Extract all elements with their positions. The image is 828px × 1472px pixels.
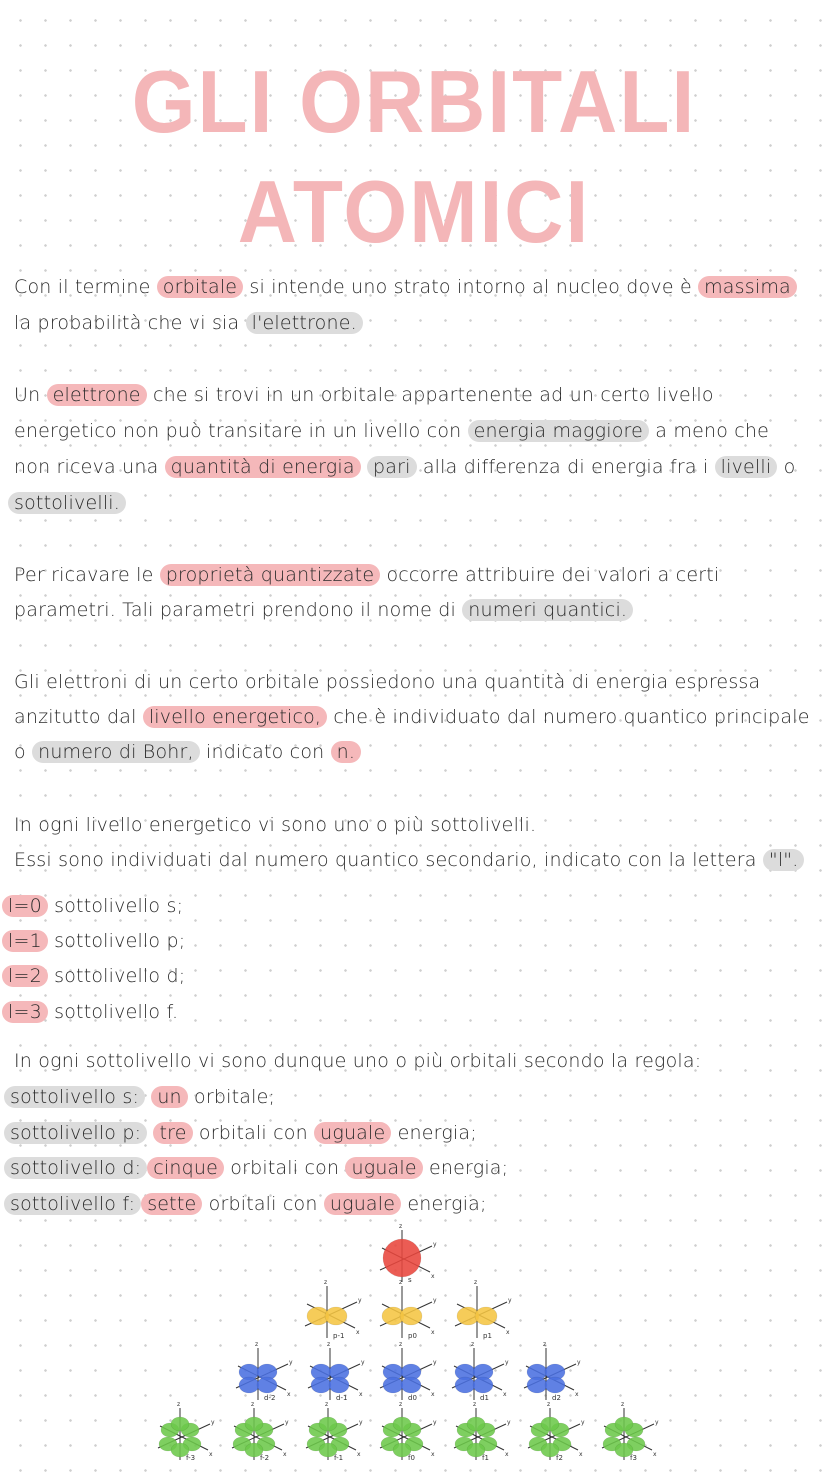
axis-z-label: z xyxy=(327,1341,331,1348)
orbital-label: f1 xyxy=(482,1454,489,1462)
d-orbital-lobe xyxy=(383,1377,403,1393)
rule-item-s: sottolivello s: un orbitale; xyxy=(4,1086,275,1108)
axis-y-label: y xyxy=(433,1359,437,1366)
rule-item-p: sottolivello p: tre orbitali con uguale energia; xyxy=(4,1122,477,1144)
highlight-elettrone-2: elettrone xyxy=(47,384,147,406)
axis-y-label: y xyxy=(285,1419,289,1426)
axis-y-label: y xyxy=(289,1359,293,1366)
sublevel-f: l=3 sottolivello f. xyxy=(2,1001,178,1023)
highlight-l: "l". xyxy=(763,849,805,871)
p-orbital-lobe xyxy=(475,1307,497,1325)
highlight-numeri-quantici: numeri quantici. xyxy=(462,599,633,621)
d-orbital-lobe xyxy=(527,1377,547,1393)
axis-z-label: z xyxy=(543,1341,547,1348)
sublevel-p: l=1 sottolivello p; xyxy=(2,930,185,952)
p-orbital-lobe xyxy=(325,1307,347,1325)
orbital-label: p1 xyxy=(483,1332,492,1340)
orbital-f0 xyxy=(380,1401,437,1462)
axis-y-label: y xyxy=(211,1419,215,1426)
rule-count-s: un xyxy=(151,1086,187,1108)
orbital-f3 xyxy=(602,1401,659,1462)
highlight-elettrone: l'elettrone. xyxy=(246,312,363,334)
axis-x-label: x xyxy=(431,1273,435,1280)
axis-z-label: z xyxy=(399,1401,403,1408)
orbital-label: s xyxy=(408,1276,412,1284)
axis-y-label: y xyxy=(508,1297,512,1304)
p4-line-3: o numero di Bohr, indicato con n. xyxy=(14,741,361,763)
orbital-label: d-1 xyxy=(336,1394,348,1402)
rule-item-f: sottolivello f: sette orbitali con uguale energia; xyxy=(4,1193,487,1215)
orbital-label: f-2 xyxy=(260,1454,270,1462)
highlight-sottolivelli: sottolivelli. xyxy=(8,492,126,514)
axis-x-label: x xyxy=(575,1391,579,1398)
axis-x-label: x xyxy=(503,1391,507,1398)
orbital-label: d1 xyxy=(480,1394,489,1402)
p3-line-1: Per ricavare le proprietà quantizzate occorre attribuire dei valori a certi xyxy=(14,564,720,586)
code-l1: l=1 xyxy=(2,930,48,952)
axis-z-label: z xyxy=(473,1401,477,1408)
orbital-label: d-2 xyxy=(264,1394,276,1402)
p4-line-1: Gli elettroni di un certo orbitale possiedono una quantità di energia espressa xyxy=(14,671,761,693)
axis-y-label: y xyxy=(358,1297,362,1304)
rule-intro: In ogni sottolivello vi sono dunque uno o più orbitali secondo la regola: xyxy=(14,1050,702,1072)
p5-line-1: In ogni livello energetico vi sono uno o più sottolivelli. xyxy=(14,814,537,836)
highlight-massima: massima xyxy=(698,276,797,298)
axis-x-label: x xyxy=(287,1391,291,1398)
axis-y-label: y xyxy=(433,1419,437,1426)
p-orbital-lobe xyxy=(400,1307,422,1325)
orbital-f-3 xyxy=(158,1401,215,1462)
p4-line-2: anzitutto dal livello energetico, che è individuato dal numero quantico principale xyxy=(14,706,810,728)
orbital-p0 xyxy=(380,1279,437,1340)
rule-count-d: cinque xyxy=(147,1157,224,1179)
orbital-f2 xyxy=(528,1401,585,1462)
axis-z-label: z xyxy=(399,1223,403,1230)
highlight-pari: pari xyxy=(367,456,417,478)
orbital-label: f2 xyxy=(556,1454,563,1462)
rule-label-p: sottolivello p: xyxy=(4,1122,147,1144)
code-l3: l=3 xyxy=(2,1001,48,1023)
rule-label-d: sottolivello d: xyxy=(4,1157,147,1179)
orbital-label: f-1 xyxy=(334,1454,344,1462)
axis-y-label: y xyxy=(507,1419,511,1426)
f-orbital-lobe xyxy=(245,1417,263,1431)
rule-eq-d: uguale xyxy=(345,1157,422,1179)
axis-x-label: x xyxy=(359,1391,363,1398)
axis-z-label: z xyxy=(471,1341,475,1348)
sublevel-s: l=0 sottolivello s; xyxy=(2,895,183,917)
f-orbital-lobe xyxy=(393,1417,411,1431)
page-title-line-1: GLI ORBITALI xyxy=(131,53,697,152)
orbital-d-2 xyxy=(236,1341,293,1402)
p5-line-2: Essi sono individuati dal numero quantico secondario, indicato con la lettera "l". xyxy=(14,849,804,871)
rule-eq-p: uguale xyxy=(314,1122,391,1144)
d-orbital-lobe xyxy=(239,1377,259,1393)
rule-item-d: sottolivello d: cinque orbitali con uguale energia; xyxy=(4,1157,508,1179)
axis-y-label: y xyxy=(433,1241,437,1248)
orbital-d2 xyxy=(524,1341,581,1402)
p2-line-4 xyxy=(8,492,126,514)
axis-z-label: z xyxy=(255,1341,259,1348)
axis-z-label: z xyxy=(399,1279,403,1286)
d-orbital-lobe xyxy=(473,1377,493,1393)
axis-x-label: x xyxy=(653,1451,657,1458)
f-orbital-lobe xyxy=(319,1417,337,1431)
orbital-f1 xyxy=(454,1401,511,1462)
p3-line-2: parametri. Tali parametri prendono il nome di numeri quantici. xyxy=(14,599,633,621)
orbital-d-1 xyxy=(308,1341,365,1402)
axis-y-label: y xyxy=(505,1359,509,1366)
highlight-quantita-energia: quantità di energia xyxy=(165,456,361,478)
f-orbital-lobe xyxy=(171,1417,189,1431)
axis-z-label: z xyxy=(474,1279,478,1286)
d-orbital-lobe xyxy=(455,1377,475,1393)
code-l2: l=2 xyxy=(2,965,48,987)
axis-x-label: x xyxy=(431,1451,435,1458)
s-orbital-sphere xyxy=(383,1239,421,1277)
f-orbital-lobe xyxy=(467,1417,485,1431)
axis-x-label: x xyxy=(431,1329,435,1336)
axis-x-label: x xyxy=(505,1451,509,1458)
axis-x-label: x xyxy=(431,1391,435,1398)
orbital-d0 xyxy=(380,1341,437,1402)
orbital-label: f-3 xyxy=(186,1454,196,1462)
highlight-proprieta-quantizzate: proprietà quantizzate xyxy=(160,564,381,586)
axis-y-label: y xyxy=(433,1297,437,1304)
axis-z-label: z xyxy=(399,1341,403,1348)
orbital-label: p-1 xyxy=(333,1332,345,1340)
highlight-n: n. xyxy=(331,741,361,763)
rule-eq-f: uguale xyxy=(324,1193,401,1215)
highlight-livello-energetico: livello energetico, xyxy=(143,706,327,728)
axis-x-label: x xyxy=(356,1329,360,1336)
d-orbital-lobe xyxy=(329,1377,349,1393)
f-orbital-lobe xyxy=(541,1417,559,1431)
axis-y-label: y xyxy=(577,1359,581,1366)
axis-x-label: x xyxy=(506,1329,510,1336)
orbital-d1 xyxy=(452,1341,509,1402)
p1-line-1: Con il termine orbitale si intende uno strato intorno al nucleo dove è massima xyxy=(14,276,797,298)
d-orbital-lobe xyxy=(311,1377,331,1393)
orbital-s xyxy=(380,1223,437,1284)
p1-line-2: la probabilità che vi sia l'elettrone. xyxy=(14,312,363,334)
highlight-livelli: livelli xyxy=(715,456,778,478)
axis-y-label: y xyxy=(359,1419,363,1426)
sublevel-d: l=2 sottolivello d; xyxy=(2,965,185,987)
rule-label-f: sottolivello f: xyxy=(4,1193,141,1215)
orbital-diagram xyxy=(150,1223,680,1468)
orbital-label: f0 xyxy=(408,1454,415,1462)
orbital-f-1 xyxy=(306,1401,363,1462)
highlight-energia-maggiore: energia maggiore xyxy=(468,420,649,442)
p2-line-3: non riceva una quantità di energia pari alla differenza di energia fra i livelli o xyxy=(14,456,796,478)
orbital-f-2 xyxy=(232,1401,289,1462)
orbital-p-1 xyxy=(305,1279,362,1340)
f-orbital-lobe xyxy=(615,1417,633,1431)
axis-x-label: x xyxy=(209,1451,213,1458)
axis-z-label: z xyxy=(177,1401,181,1408)
p2-line-2: energetico non può transitare in un livello con energia maggiore a meno che xyxy=(14,420,770,442)
orbital-label: d2 xyxy=(552,1394,561,1402)
axis-y-label: y xyxy=(655,1419,659,1426)
highlight-numero-bohr: numero di Bohr, xyxy=(32,741,200,763)
rule-count-f: sette xyxy=(141,1193,202,1215)
highlight-orbitale: orbitale xyxy=(157,276,243,298)
axis-z-label: z xyxy=(324,1279,328,1286)
p2-line-1: Un elettrone che si trovi in un orbitale appartenente ad un certo livello xyxy=(14,384,714,406)
orbital-label: f3 xyxy=(630,1454,637,1462)
code-l0: l=0 xyxy=(2,895,48,917)
axis-x-label: x xyxy=(357,1451,361,1458)
orbital-label: d0 xyxy=(408,1394,417,1402)
rule-count-p: tre xyxy=(153,1122,192,1144)
axis-y-label: y xyxy=(581,1419,585,1426)
axis-x-label: x xyxy=(283,1451,287,1458)
rule-label-s: sottolivello s: xyxy=(4,1086,145,1108)
axis-x-label: x xyxy=(579,1451,583,1458)
page-title-line-2: ATOMICI xyxy=(237,163,591,262)
d-orbital-lobe xyxy=(401,1377,421,1393)
d-orbital-lobe xyxy=(257,1377,277,1393)
orbital-label: p0 xyxy=(408,1332,417,1340)
axis-y-label: y xyxy=(361,1359,365,1366)
axis-z-label: z xyxy=(547,1401,551,1408)
axis-z-label: z xyxy=(251,1401,255,1408)
orbital-p1 xyxy=(455,1279,512,1340)
axis-z-label: z xyxy=(325,1401,329,1408)
axis-z-label: z xyxy=(621,1401,625,1408)
d-orbital-lobe xyxy=(545,1377,565,1393)
